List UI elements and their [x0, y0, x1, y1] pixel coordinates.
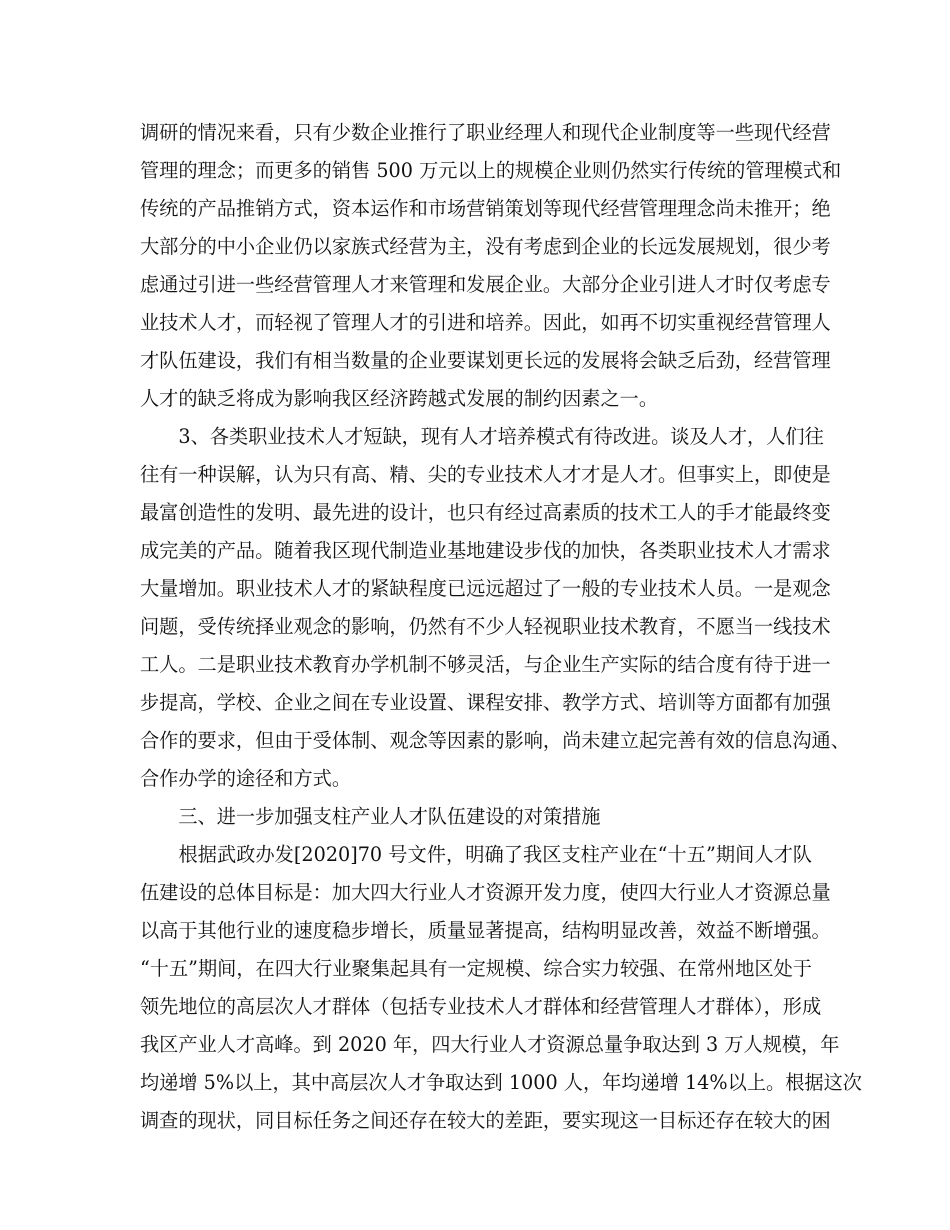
text-line: 3、各类职业技术人才短缺，现有人才培养模式有待改进。谈及人才，人们往 [140, 425, 824, 448]
text-line: 大部分的中小企业仍以家族式经营为主，没有考虑到企业的长远发展规划，很少考 [140, 235, 831, 258]
text-line: 最富创造性的发明、最先进的设计，也只有经过高素质的技术工人的手才能最终变 [140, 501, 831, 524]
text-line: 以高于其他行业的速度稳步增长，质量显著提高，结构明显改善，效益不断增强。 [140, 919, 831, 942]
text-line: 合作办学的途径和方式。 [140, 767, 352, 790]
text-line: 步提高，学校、企业之间在专业设置、课程安排、教学方式、培训等方面都有加强 [140, 691, 831, 714]
text-line: 调查的现状，同目标任务之间还存在较大的差距，要实现这一目标还存在较大的困 [140, 1109, 831, 1132]
text-line: 伍建设的总体目标是：加大四大行业人才资源开发力度，使四大行业人才资源总量 [140, 881, 831, 904]
document-body [140, 114, 862, 1140]
text-line: 业技术人才，而轻视了管理人才的引进和培养。因此，如再不切实重视经营管理人 [140, 311, 831, 334]
text-line: 问题，受传统择业观念的影响，仍然有不少人轻视职业技术教育，不愿当一线技术 [140, 615, 831, 638]
text-line: 根据武政办发[2020]70 号文件，明确了我区支柱产业在“十五”期间人才队 [140, 843, 812, 866]
text-line: 往有一种误解，认为只有高、精、尖的专业技术人才才是人才。但事实上，即使是 [140, 463, 831, 486]
text-line: 管理的理念；而更多的销售 500 万元以上的规模企业则仍然实行传统的管理模式和 [140, 159, 842, 182]
text-line: 才队伍建设，我们有相当数量的企业要谋划更长远的发展将会缺乏后劲，经营管理 [140, 349, 831, 372]
text-line: 人才的缺乏将成为影响我区经济跨越式发展的制约因素之一。 [140, 387, 659, 410]
text-line: 工人。二是职业技术教育办学机制不够灵活，与企业生产实际的结合度有待于进一 [140, 653, 831, 676]
text-line: 调研的情况来看，只有少数企业推行了职业经理人和现代企业制度等一些现代经营 [140, 121, 831, 144]
text-line: 均递增 5%以上，其中高层次人才争取达到 1000 人，年均递增 14%以上。根据这次 [140, 1071, 862, 1094]
text-line: 大量增加。职业技术人才的紧缺程度已远远超过了一般的专业技术人员。一是观念 [140, 577, 831, 600]
text-line: 合作的要求，但由于受体制、观念等因素的影响，尚未建立起完善有效的信息沟通、 [140, 729, 850, 752]
text-line: 传统的产品推销方式，资本运作和市场营销策划等现代经营管理理念尚未推开；绝 [140, 197, 831, 220]
text-line: 三、进一步加强支柱产业人才队伍建设的对策措施 [140, 805, 601, 828]
text-line: 我区产业人才高峰。到 2020 年，四大行业人才资源总量争取达到 3 万人规模，年 [140, 1033, 840, 1056]
text-line: 虑通过引进一些经营管理人才来管理和发展企业。大部分企业引进人才时仅考虑专 [140, 273, 831, 296]
text-line: “十五”期间，在四大行业聚集起具有一定规模、综合实力较强、在常州地区处于 [140, 957, 812, 980]
text-line: 领先地位的高层次人才群体（包括专业技术人才群体和经营管理人才群体），形成 [140, 995, 822, 1018]
text-line: 成完美的产品。随着我区现代制造业基地建设步伐的加快，各类职业技术人才需求 [140, 539, 831, 562]
